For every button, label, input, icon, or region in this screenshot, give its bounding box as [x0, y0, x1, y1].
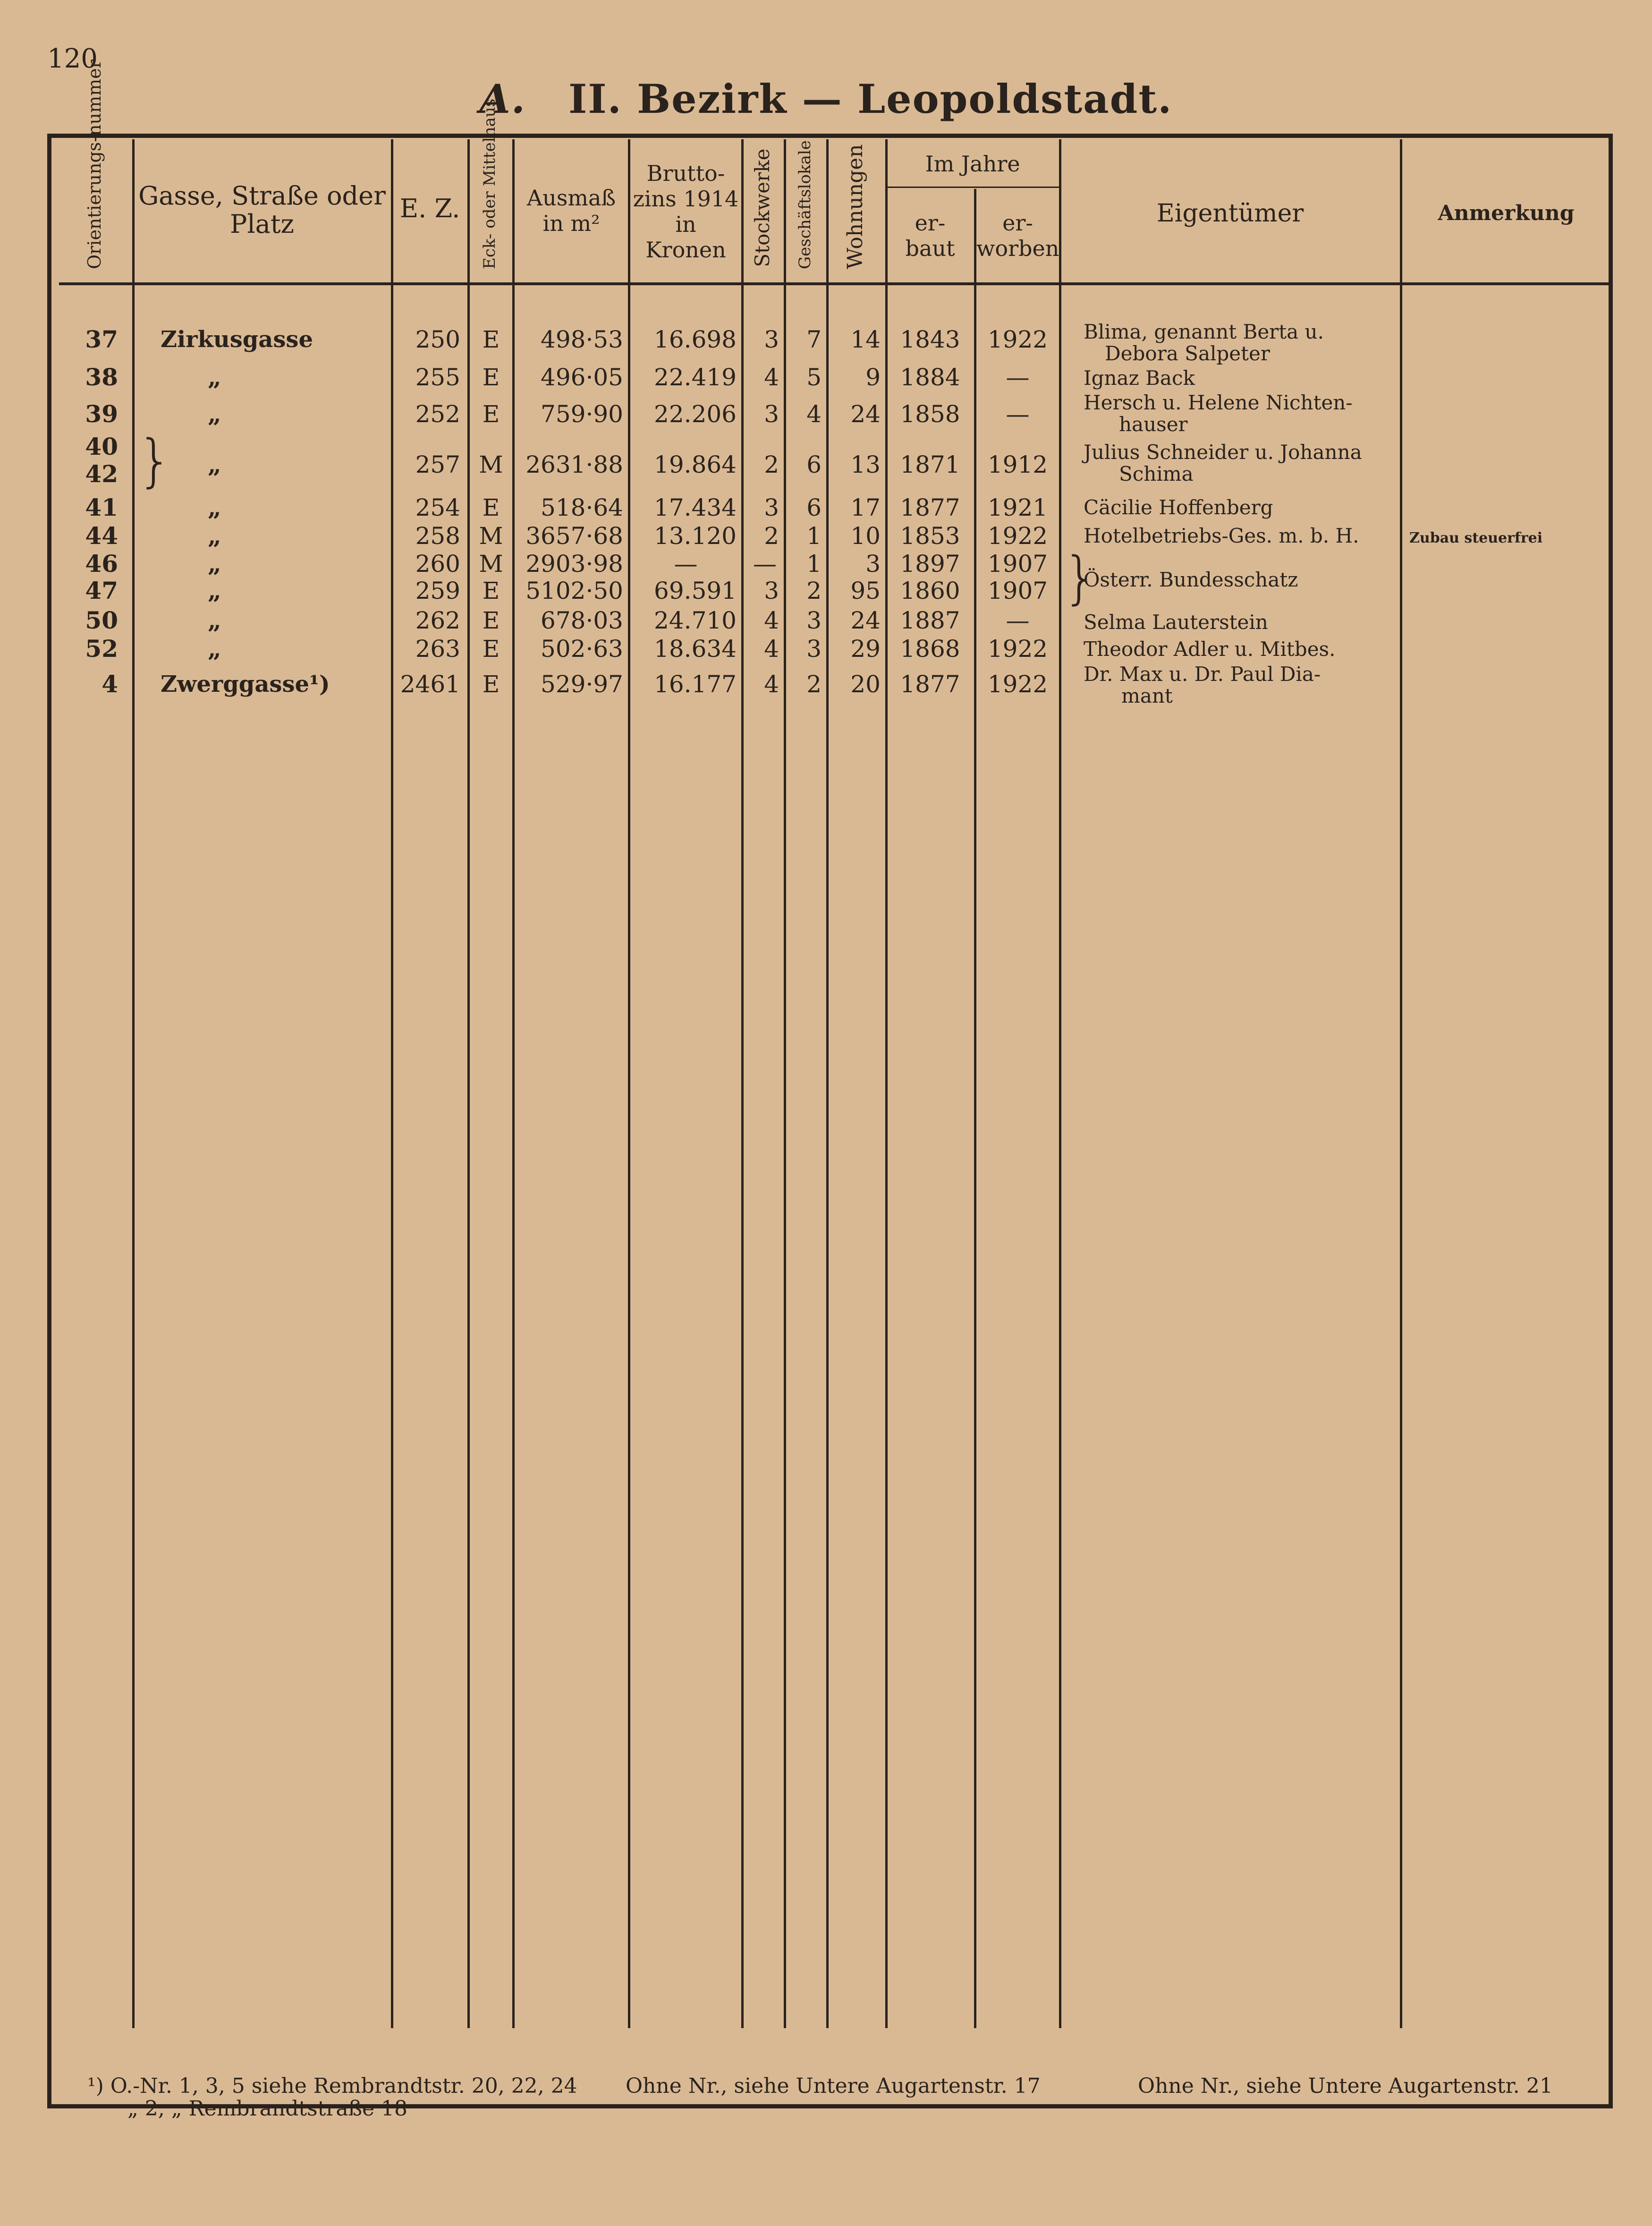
page-title [0, 76, 1652, 122]
owner-cell: Selma Lauterstein [1084, 611, 1268, 634]
im-jahre-rule [885, 187, 1059, 188]
owner-cell: Hotelbetriebs-Ges. m. b. H. [1084, 524, 1359, 547]
owner-cell: Cäcilie Hoffenberg [1084, 496, 1273, 519]
table-row: 47 „ 259 E 5102·50 69.591 3 2 95 1860 1907 [85, 577, 1048, 604]
header-brutto: Brutto- zins 1914 in Kronen [633, 161, 739, 263]
header-ausmass: Ausmaß in m² [526, 185, 616, 236]
owner-cell: Julius Schneider u. Johanna Schima [1084, 441, 1362, 485]
owner-cell: Blima, genannt Berta u. Debora Salpeter [1084, 320, 1324, 365]
header-gasse: Gasse, Straße oder Platz [138, 181, 386, 239]
footnote-line-1b: Ohne Nr., siehe Untere Augartenstr. 17 [626, 2074, 1041, 2098]
header-orient: Orientierungs-nummer [84, 59, 105, 269]
owner-cell: Theodor Adler u. Mitbes. [1084, 637, 1336, 661]
owner-cell: Ignaz Back [1084, 366, 1195, 390]
header-erworben: er- worben [976, 210, 1059, 261]
row-brace: } [137, 428, 173, 494]
footnote-line-2: „ 2, „ Rembrandtstraße 18 [127, 2097, 407, 2121]
owner-brace: } [1062, 545, 1099, 611]
table-row: 39 „ 252 E 759·90 22.206 3 4 24 1858 — [85, 400, 1030, 428]
owner-cell: Dr. Max u. Dr. Paul Dia- mant [1084, 663, 1321, 707]
page-number: 120 [47, 43, 98, 74]
header-im-jahre: Im Jahre [925, 151, 1020, 177]
shared-owner-cell: Österr. Bundesschatz [1084, 568, 1298, 591]
remark-cell: Zubau steuerfrei [1409, 530, 1543, 546]
table-row: 44 „ 258 M 3657·68 13.120 2 1 10 1853 1922 [85, 522, 1048, 550]
section-letter: A. [479, 76, 526, 122]
header-anmerkung: Anmerkung [1438, 201, 1575, 225]
table-row: 4 Zwerggasse¹) 2461 E 529·97 16.177 4 2 20 1877 1922 [102, 670, 1048, 698]
table-row: 38 „ 255 E 496·05 22.419 4 5 9 1884 — [85, 363, 1030, 391]
footnote-line-1c: Ohne Nr., siehe Untere Augartenstr. 21 [1138, 2074, 1553, 2098]
footnote-line-1a: ¹) O.-Nr. 1, 3, 5 siehe Rembrandtstr. 20, 22, 24 [87, 2074, 577, 2098]
table-row: 46 „ 260 M 2903·98 — — 1 3 1897 1907 [85, 550, 1048, 578]
owner-cell: Hersch u. Helene Nichten- hauser [1084, 391, 1353, 436]
table-row: 52 „ 263 E 502·63 18.634 4 3 29 1868 1922 [85, 635, 1048, 663]
header-geschaefte: Geschäftslokale [796, 140, 814, 269]
header-erbaut: er- baut [905, 210, 955, 261]
header-eigentuemer: Eigentümer [1156, 199, 1304, 228]
header-underline [59, 282, 1609, 285]
table-row: 40 42 „ 257 M 2631·88 19.864 2 6 13 1871 1912 [85, 433, 1048, 488]
table-row: 37 Zirkusgasse 250 E 498·53 16.698 3 7 14 1843 1922 [85, 325, 1048, 353]
table-row: 50 „ 262 E 678·03 24.710 4 3 24 1887 — [85, 606, 1030, 634]
header-wohnungen: Wohnungen [843, 144, 867, 269]
district-title: II. Bezirk — Leopoldstadt. [568, 76, 1173, 122]
header-stockwerke: Stockwerke [751, 148, 774, 267]
header-ez: E. Z. [399, 194, 460, 223]
header-eck: Eck- oder Mittelhaus [480, 98, 499, 269]
table-row: 41 „ 254 E 518·64 17.434 3 6 17 1877 1921 [85, 493, 1048, 521]
